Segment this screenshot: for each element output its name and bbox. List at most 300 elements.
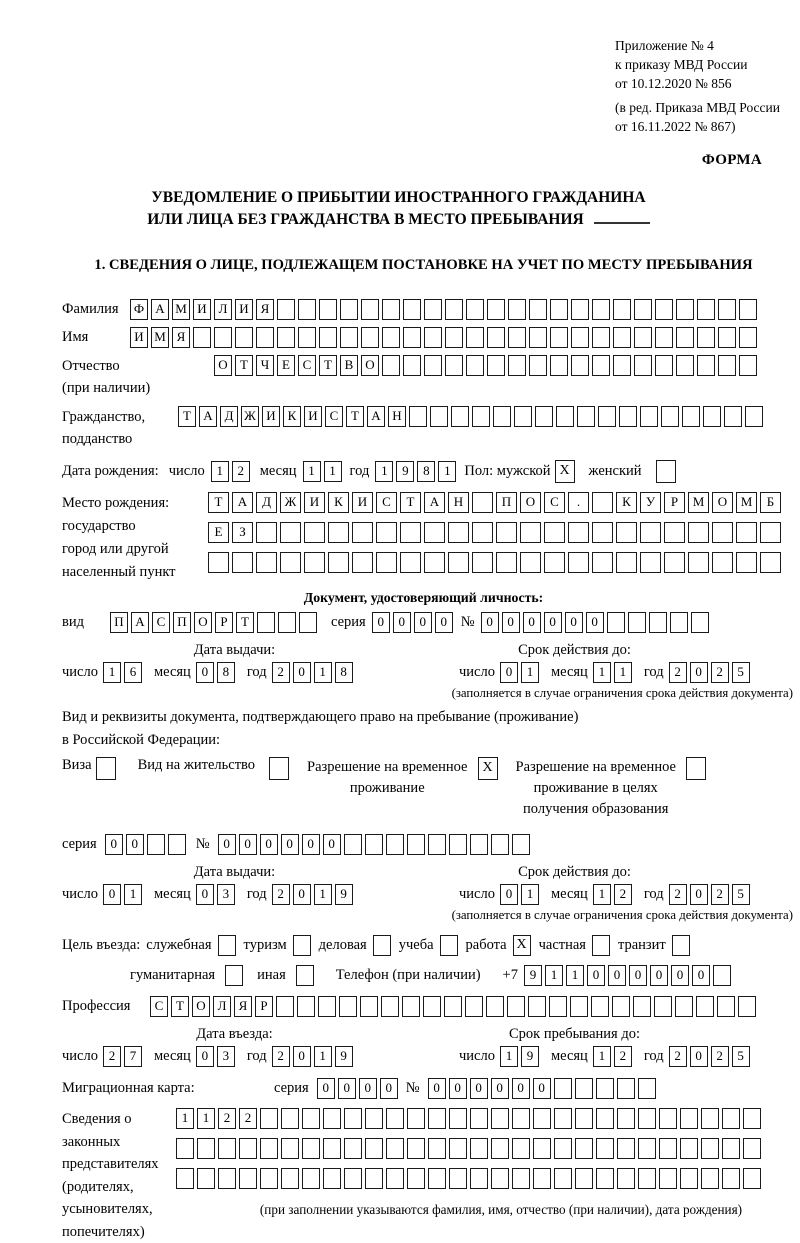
- char-cell[interactable]: 1: [314, 662, 332, 683]
- char-cell[interactable]: [298, 299, 316, 320]
- char-cell[interactable]: К: [283, 406, 301, 427]
- char-cell[interactable]: 0: [671, 965, 689, 986]
- char-cell[interactable]: О: [712, 492, 733, 513]
- char-cell[interactable]: 0: [293, 884, 311, 905]
- char-cell[interactable]: [529, 327, 547, 348]
- char-cell[interactable]: [680, 1168, 698, 1189]
- char-cell[interactable]: 0: [449, 1078, 467, 1099]
- char-cell[interactable]: К: [328, 492, 349, 513]
- char-cell[interactable]: Т: [236, 612, 254, 633]
- char-cell[interactable]: [619, 406, 637, 427]
- char-cell[interactable]: [556, 406, 574, 427]
- char-cell[interactable]: 1: [176, 1108, 194, 1129]
- char-cell[interactable]: [280, 552, 301, 573]
- char-cell[interactable]: 1: [593, 884, 611, 905]
- char-cell[interactable]: [718, 299, 736, 320]
- char-cell[interactable]: Д: [220, 406, 238, 427]
- char-cell[interactable]: 2: [669, 884, 687, 905]
- char-cell[interactable]: 8: [335, 662, 353, 683]
- char-cell[interactable]: 0: [481, 612, 499, 633]
- char-cell[interactable]: 9: [335, 884, 353, 905]
- char-cell[interactable]: [533, 1108, 551, 1129]
- char-cell[interactable]: [344, 1168, 362, 1189]
- temp-residence-checkbox[interactable]: X: [478, 757, 498, 780]
- purpose-transit-checkbox[interactable]: [672, 935, 690, 956]
- char-cell[interactable]: [235, 327, 253, 348]
- char-cell[interactable]: [638, 1078, 656, 1099]
- char-cell[interactable]: Р: [664, 492, 685, 513]
- char-cell[interactable]: 0: [608, 965, 626, 986]
- char-cell[interactable]: [304, 522, 325, 543]
- char-cell[interactable]: 0: [690, 884, 708, 905]
- char-cell[interactable]: И: [130, 327, 148, 348]
- char-cell[interactable]: [319, 299, 337, 320]
- char-cell[interactable]: 0: [586, 612, 604, 633]
- char-cell[interactable]: 2: [711, 662, 729, 683]
- char-cell[interactable]: [451, 406, 469, 427]
- char-cell[interactable]: 1: [124, 884, 142, 905]
- char-cell[interactable]: [529, 355, 547, 376]
- char-cell[interactable]: 1: [593, 1046, 611, 1067]
- purpose-other-checkbox[interactable]: [296, 965, 314, 986]
- char-cell[interactable]: [445, 355, 463, 376]
- char-cell[interactable]: 3: [217, 884, 235, 905]
- char-cell[interactable]: [550, 299, 568, 320]
- purpose-study-checkbox[interactable]: [440, 935, 458, 956]
- char-cell[interactable]: [592, 522, 613, 543]
- char-cell[interactable]: А: [424, 492, 445, 513]
- char-cell[interactable]: [736, 522, 757, 543]
- char-cell[interactable]: [344, 1138, 362, 1159]
- char-cell[interactable]: [633, 996, 651, 1017]
- char-cell[interactable]: [592, 327, 610, 348]
- char-cell[interactable]: [676, 299, 694, 320]
- char-cell[interactable]: [613, 355, 631, 376]
- char-cell[interactable]: [281, 1168, 299, 1189]
- char-cell[interactable]: [514, 406, 532, 427]
- char-cell[interactable]: [512, 1168, 530, 1189]
- char-cell[interactable]: [323, 1138, 341, 1159]
- purpose-work-checkbox[interactable]: X: [513, 935, 531, 956]
- char-cell[interactable]: [575, 1168, 593, 1189]
- char-cell[interactable]: [424, 299, 442, 320]
- char-cell[interactable]: [400, 552, 421, 573]
- char-cell[interactable]: С: [150, 996, 168, 1017]
- char-cell[interactable]: [424, 552, 445, 573]
- char-cell[interactable]: [634, 327, 652, 348]
- char-cell[interactable]: [607, 612, 625, 633]
- char-cell[interactable]: [260, 1168, 278, 1189]
- char-cell[interactable]: [318, 996, 336, 1017]
- char-cell[interactable]: 0: [359, 1078, 377, 1099]
- char-cell[interactable]: [365, 1168, 383, 1189]
- char-cell[interactable]: 0: [302, 834, 320, 855]
- char-cell[interactable]: 5: [732, 1046, 750, 1067]
- char-cell[interactable]: 1: [375, 461, 393, 482]
- char-cell[interactable]: [533, 1138, 551, 1159]
- char-cell[interactable]: 0: [629, 965, 647, 986]
- char-cell[interactable]: [147, 834, 165, 855]
- char-cell[interactable]: Ф: [130, 299, 148, 320]
- char-cell[interactable]: 1: [324, 461, 342, 482]
- char-cell[interactable]: Н: [388, 406, 406, 427]
- char-cell[interactable]: [743, 1108, 761, 1129]
- char-cell[interactable]: [493, 406, 511, 427]
- char-cell[interactable]: [176, 1138, 194, 1159]
- char-cell[interactable]: [344, 1108, 362, 1129]
- char-cell[interactable]: [496, 522, 517, 543]
- char-cell[interactable]: [304, 552, 325, 573]
- char-cell[interactable]: [634, 299, 652, 320]
- char-cell[interactable]: [722, 1108, 740, 1129]
- char-cell[interactable]: 2: [669, 1046, 687, 1067]
- char-cell[interactable]: [661, 406, 679, 427]
- char-cell[interactable]: [470, 1138, 488, 1159]
- char-cell[interactable]: [361, 327, 379, 348]
- char-cell[interactable]: 0: [239, 834, 257, 855]
- char-cell[interactable]: [256, 552, 277, 573]
- char-cell[interactable]: 0: [293, 1046, 311, 1067]
- char-cell[interactable]: [724, 406, 742, 427]
- char-cell[interactable]: [703, 406, 721, 427]
- char-cell[interactable]: [323, 1108, 341, 1129]
- char-cell[interactable]: [302, 1108, 320, 1129]
- char-cell[interactable]: [638, 1168, 656, 1189]
- char-cell[interactable]: [592, 355, 610, 376]
- char-cell[interactable]: [659, 1108, 677, 1129]
- char-cell[interactable]: [544, 552, 565, 573]
- char-cell[interactable]: [512, 1108, 530, 1129]
- char-cell[interactable]: 6: [124, 662, 142, 683]
- char-cell[interactable]: 0: [690, 1046, 708, 1067]
- char-cell[interactable]: 2: [272, 884, 290, 905]
- char-cell[interactable]: [528, 996, 546, 1017]
- char-cell[interactable]: [676, 327, 694, 348]
- char-cell[interactable]: 5: [732, 884, 750, 905]
- char-cell[interactable]: О: [214, 355, 232, 376]
- char-cell[interactable]: [640, 406, 658, 427]
- char-cell[interactable]: [591, 996, 609, 1017]
- char-cell[interactable]: [675, 996, 693, 1017]
- char-cell[interactable]: [680, 1138, 698, 1159]
- char-cell[interactable]: 2: [711, 1046, 729, 1067]
- char-cell[interactable]: [649, 612, 667, 633]
- char-cell[interactable]: [323, 1168, 341, 1189]
- char-cell[interactable]: [386, 1138, 404, 1159]
- char-cell[interactable]: [428, 834, 446, 855]
- char-cell[interactable]: 2: [614, 884, 632, 905]
- char-cell[interactable]: [361, 299, 379, 320]
- char-cell[interactable]: [328, 552, 349, 573]
- char-cell[interactable]: [664, 522, 685, 543]
- char-cell[interactable]: [382, 299, 400, 320]
- char-cell[interactable]: [376, 522, 397, 543]
- char-cell[interactable]: 0: [587, 965, 605, 986]
- char-cell[interactable]: [487, 327, 505, 348]
- char-cell[interactable]: 1: [500, 1046, 518, 1067]
- char-cell[interactable]: З: [232, 522, 253, 543]
- char-cell[interactable]: Т: [346, 406, 364, 427]
- char-cell[interactable]: [466, 327, 484, 348]
- char-cell[interactable]: 0: [428, 1078, 446, 1099]
- char-cell[interactable]: О: [520, 492, 541, 513]
- char-cell[interactable]: [297, 996, 315, 1017]
- char-cell[interactable]: А: [131, 612, 149, 633]
- char-cell[interactable]: И: [262, 406, 280, 427]
- char-cell[interactable]: 1: [103, 662, 121, 683]
- char-cell[interactable]: 2: [711, 884, 729, 905]
- char-cell[interactable]: А: [151, 299, 169, 320]
- char-cell[interactable]: [568, 552, 589, 573]
- purpose-official-checkbox[interactable]: [218, 935, 236, 956]
- char-cell[interactable]: И: [304, 406, 322, 427]
- char-cell[interactable]: [352, 552, 373, 573]
- char-cell[interactable]: [256, 327, 274, 348]
- char-cell[interactable]: А: [199, 406, 217, 427]
- char-cell[interactable]: [550, 327, 568, 348]
- sex-female-checkbox[interactable]: [656, 460, 676, 483]
- char-cell[interactable]: [745, 406, 763, 427]
- char-cell[interactable]: Т: [235, 355, 253, 376]
- char-cell[interactable]: [554, 1168, 572, 1189]
- char-cell[interactable]: [193, 327, 211, 348]
- char-cell[interactable]: 1: [314, 1046, 332, 1067]
- char-cell[interactable]: Я: [256, 299, 274, 320]
- char-cell[interactable]: Д: [256, 492, 277, 513]
- char-cell[interactable]: [670, 612, 688, 633]
- char-cell[interactable]: [281, 1108, 299, 1129]
- char-cell[interactable]: [448, 522, 469, 543]
- char-cell[interactable]: И: [352, 492, 373, 513]
- char-cell[interactable]: 1: [211, 461, 229, 482]
- char-cell[interactable]: [697, 299, 715, 320]
- char-cell[interactable]: [655, 327, 673, 348]
- char-cell[interactable]: 1: [197, 1108, 215, 1129]
- char-cell[interactable]: М: [688, 492, 709, 513]
- char-cell[interactable]: [592, 492, 613, 513]
- char-cell[interactable]: [520, 522, 541, 543]
- char-cell[interactable]: 0: [317, 1078, 335, 1099]
- char-cell[interactable]: 0: [435, 612, 453, 633]
- char-cell[interactable]: [512, 834, 530, 855]
- char-cell[interactable]: [339, 996, 357, 1017]
- char-cell[interactable]: 2: [239, 1108, 257, 1129]
- char-cell[interactable]: [592, 299, 610, 320]
- char-cell[interactable]: [208, 552, 229, 573]
- char-cell[interactable]: 5: [732, 662, 750, 683]
- char-cell[interactable]: [328, 522, 349, 543]
- char-cell[interactable]: [570, 996, 588, 1017]
- char-cell[interactable]: [381, 996, 399, 1017]
- char-cell[interactable]: 2: [272, 662, 290, 683]
- char-cell[interactable]: 1: [521, 884, 539, 905]
- char-cell[interactable]: Т: [319, 355, 337, 376]
- char-cell[interactable]: [617, 1138, 635, 1159]
- char-cell[interactable]: [743, 1138, 761, 1159]
- char-cell[interactable]: [544, 522, 565, 543]
- char-cell[interactable]: [682, 406, 700, 427]
- char-cell[interactable]: [491, 1138, 509, 1159]
- char-cell[interactable]: [423, 996, 441, 1017]
- char-cell[interactable]: [472, 492, 493, 513]
- char-cell[interactable]: П: [110, 612, 128, 633]
- char-cell[interactable]: 9: [521, 1046, 539, 1067]
- char-cell[interactable]: [638, 1108, 656, 1129]
- char-cell[interactable]: .: [568, 492, 589, 513]
- char-cell[interactable]: 1: [545, 965, 563, 986]
- char-cell[interactable]: М: [172, 299, 190, 320]
- char-cell[interactable]: [407, 1138, 425, 1159]
- char-cell[interactable]: [738, 996, 756, 1017]
- char-cell[interactable]: [472, 406, 490, 427]
- char-cell[interactable]: [444, 996, 462, 1017]
- char-cell[interactable]: С: [376, 492, 397, 513]
- char-cell[interactable]: [634, 355, 652, 376]
- char-cell[interactable]: [739, 299, 757, 320]
- char-cell[interactable]: М: [736, 492, 757, 513]
- char-cell[interactable]: [697, 327, 715, 348]
- char-cell[interactable]: Н: [448, 492, 469, 513]
- char-cell[interactable]: [577, 406, 595, 427]
- char-cell[interactable]: [640, 522, 661, 543]
- char-cell[interactable]: 0: [196, 1046, 214, 1067]
- char-cell[interactable]: [676, 355, 694, 376]
- char-cell[interactable]: Е: [208, 522, 229, 543]
- char-cell[interactable]: 0: [414, 612, 432, 633]
- char-cell[interactable]: [617, 1168, 635, 1189]
- char-cell[interactable]: [197, 1138, 215, 1159]
- char-cell[interactable]: [466, 299, 484, 320]
- char-cell[interactable]: 0: [500, 884, 518, 905]
- char-cell[interactable]: В: [340, 355, 358, 376]
- residence-permit-checkbox[interactable]: [269, 757, 289, 780]
- char-cell[interactable]: 0: [502, 612, 520, 633]
- char-cell[interactable]: 1: [614, 662, 632, 683]
- char-cell[interactable]: [281, 1138, 299, 1159]
- char-cell[interactable]: Т: [171, 996, 189, 1017]
- char-cell[interactable]: [260, 1108, 278, 1129]
- char-cell[interactable]: 0: [281, 834, 299, 855]
- char-cell[interactable]: М: [151, 327, 169, 348]
- char-cell[interactable]: Л: [214, 299, 232, 320]
- char-cell[interactable]: 2: [232, 461, 250, 482]
- char-cell[interactable]: 0: [380, 1078, 398, 1099]
- char-cell[interactable]: [596, 1108, 614, 1129]
- char-cell[interactable]: 1: [566, 965, 584, 986]
- char-cell[interactable]: 9: [524, 965, 542, 986]
- char-cell[interactable]: [664, 552, 685, 573]
- char-cell[interactable]: [365, 1138, 383, 1159]
- char-cell[interactable]: А: [367, 406, 385, 427]
- char-cell[interactable]: [554, 1138, 572, 1159]
- char-cell[interactable]: [386, 1108, 404, 1129]
- purpose-private-checkbox[interactable]: [592, 935, 610, 956]
- char-cell[interactable]: [376, 552, 397, 573]
- char-cell[interactable]: 0: [260, 834, 278, 855]
- char-cell[interactable]: [239, 1138, 257, 1159]
- char-cell[interactable]: [448, 552, 469, 573]
- char-cell[interactable]: [613, 327, 631, 348]
- char-cell[interactable]: [407, 834, 425, 855]
- char-cell[interactable]: Л: [213, 996, 231, 1017]
- char-cell[interactable]: [449, 1138, 467, 1159]
- char-cell[interactable]: [407, 1168, 425, 1189]
- char-cell[interactable]: 0: [523, 612, 541, 633]
- char-cell[interactable]: Я: [234, 996, 252, 1017]
- char-cell[interactable]: 3: [217, 1046, 235, 1067]
- char-cell[interactable]: 0: [690, 662, 708, 683]
- char-cell[interactable]: [360, 996, 378, 1017]
- sex-male-checkbox[interactable]: X: [555, 460, 575, 483]
- char-cell[interactable]: [718, 355, 736, 376]
- char-cell[interactable]: [575, 1138, 593, 1159]
- char-cell[interactable]: [722, 1138, 740, 1159]
- char-cell[interactable]: 0: [565, 612, 583, 633]
- char-cell[interactable]: [760, 552, 781, 573]
- char-cell[interactable]: [299, 612, 317, 633]
- char-cell[interactable]: [400, 522, 421, 543]
- char-cell[interactable]: 0: [500, 662, 518, 683]
- char-cell[interactable]: 2: [103, 1046, 121, 1067]
- char-cell[interactable]: [718, 327, 736, 348]
- char-cell[interactable]: [197, 1168, 215, 1189]
- char-cell[interactable]: О: [361, 355, 379, 376]
- char-cell[interactable]: [487, 299, 505, 320]
- char-cell[interactable]: И: [193, 299, 211, 320]
- char-cell[interactable]: 1: [314, 884, 332, 905]
- char-cell[interactable]: 0: [512, 1078, 530, 1099]
- char-cell[interactable]: О: [192, 996, 210, 1017]
- char-cell[interactable]: [616, 552, 637, 573]
- char-cell[interactable]: [424, 522, 445, 543]
- char-cell[interactable]: Т: [400, 492, 421, 513]
- char-cell[interactable]: [278, 612, 296, 633]
- char-cell[interactable]: П: [173, 612, 191, 633]
- char-cell[interactable]: [743, 1168, 761, 1189]
- char-cell[interactable]: 0: [196, 662, 214, 683]
- char-cell[interactable]: [298, 327, 316, 348]
- char-cell[interactable]: [486, 996, 504, 1017]
- char-cell[interactable]: [598, 406, 616, 427]
- char-cell[interactable]: [232, 552, 253, 573]
- char-cell[interactable]: [701, 1138, 719, 1159]
- char-cell[interactable]: [280, 522, 301, 543]
- char-cell[interactable]: Е: [277, 355, 295, 376]
- purpose-tourism-checkbox[interactable]: [293, 935, 311, 956]
- char-cell[interactable]: С: [298, 355, 316, 376]
- char-cell[interactable]: 0: [533, 1078, 551, 1099]
- char-cell[interactable]: [739, 355, 757, 376]
- char-cell[interactable]: [739, 327, 757, 348]
- char-cell[interactable]: [659, 1168, 677, 1189]
- char-cell[interactable]: [680, 1108, 698, 1129]
- char-cell[interactable]: [277, 327, 295, 348]
- char-cell[interactable]: [445, 299, 463, 320]
- char-cell[interactable]: 0: [692, 965, 710, 986]
- char-cell[interactable]: [472, 552, 493, 573]
- char-cell[interactable]: [470, 1168, 488, 1189]
- char-cell[interactable]: [596, 1138, 614, 1159]
- char-cell[interactable]: 1: [593, 662, 611, 683]
- char-cell[interactable]: [575, 1108, 593, 1129]
- char-cell[interactable]: 1: [303, 461, 321, 482]
- char-cell[interactable]: [470, 1108, 488, 1129]
- char-cell[interactable]: [402, 996, 420, 1017]
- char-cell[interactable]: 1: [438, 461, 456, 482]
- char-cell[interactable]: [428, 1138, 446, 1159]
- char-cell[interactable]: [465, 996, 483, 1017]
- char-cell[interactable]: [655, 299, 673, 320]
